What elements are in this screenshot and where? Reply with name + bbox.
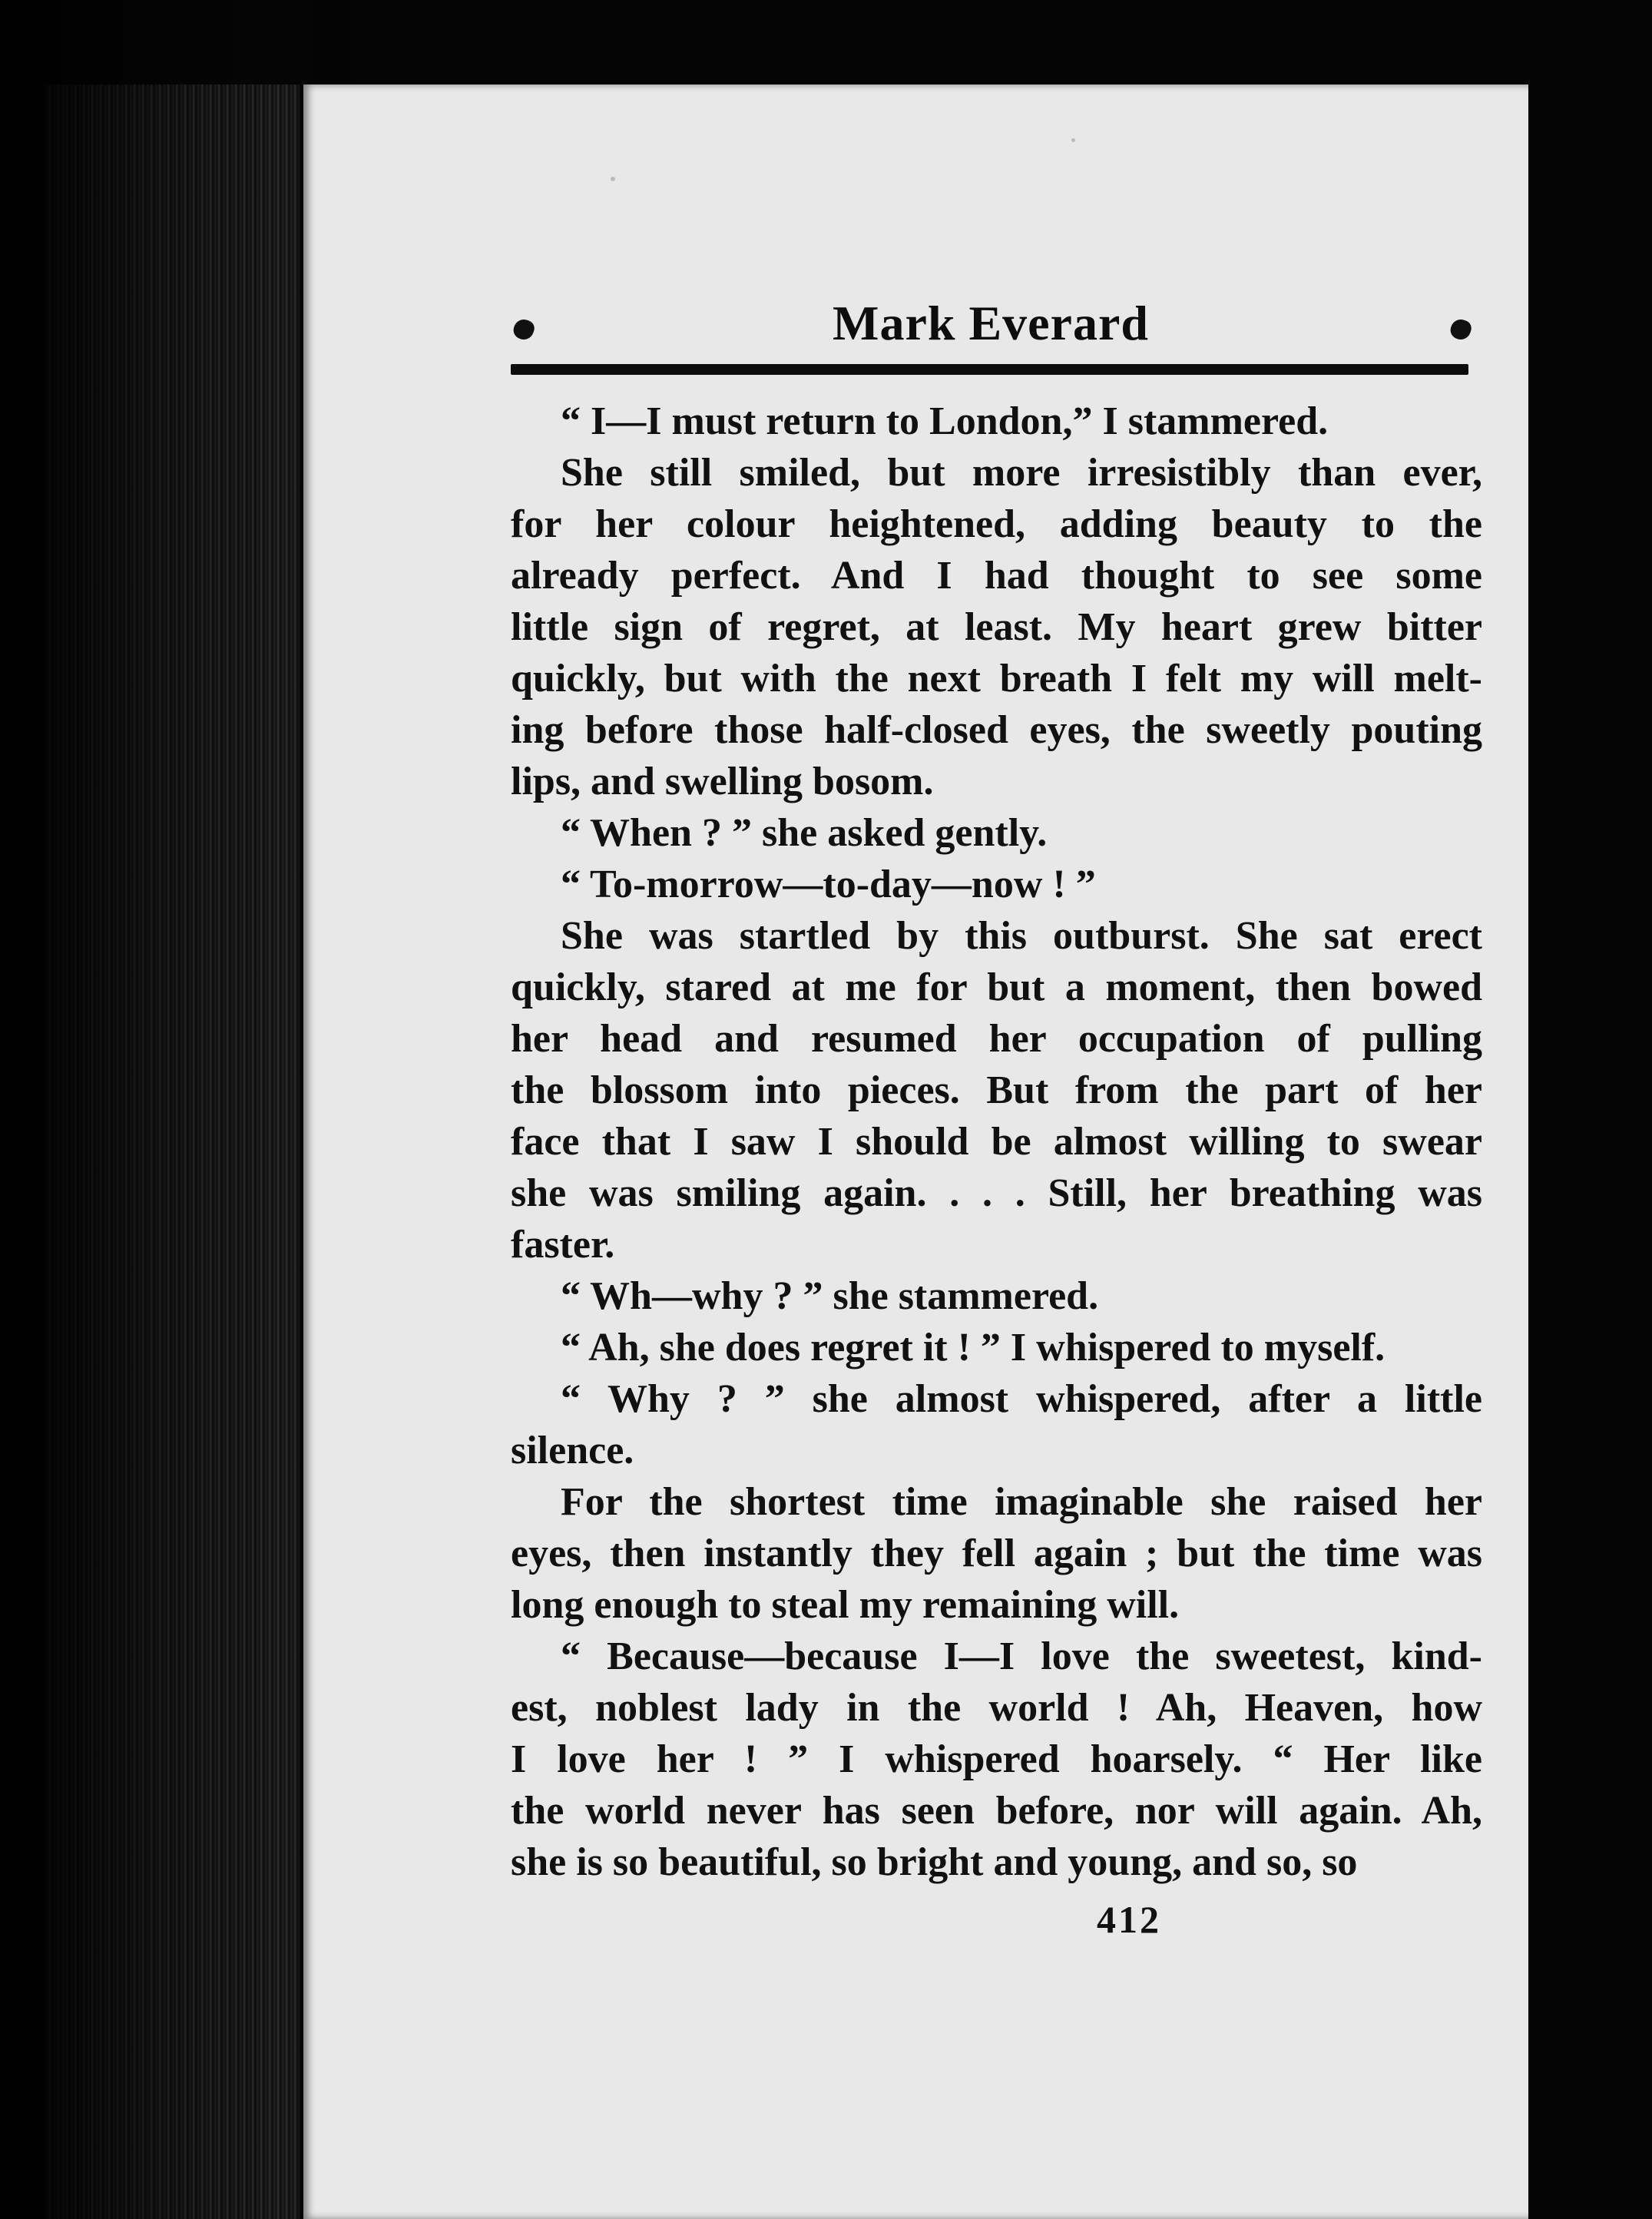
text-line: silence. [511,1429,634,1472]
paragraph [511,807,1482,859]
text-line: face that I saw I should be almost willing to swear [511,1120,1482,1164]
text-line: quickly, stared at me for but a moment, then bowed [511,965,1482,1009]
text-line: she was smiling again. . . . Still, her breathing was [511,1171,1482,1215]
text-line: little sign of regret, at least. My heart grew bitter [511,605,1482,649]
paper-speck [611,177,615,181]
paragraph [511,396,1482,447]
paragraph [511,1631,1482,1888]
text-line: she is so beautiful, so bright and young, and so, so [511,1840,1358,1884]
page-title: Mark Everard [833,296,1149,350]
running-head [511,292,1471,353]
text-line: eyes, then instantly they fell again ; but the time was [511,1532,1482,1575]
text-line: faster. [511,1223,615,1267]
text-line: “ When ? ” she asked gently. [561,811,1048,855]
text-line: quickly, but with the next breath I felt my will melt- [511,657,1482,700]
text-line: I love her ! ” I whispered hoarsely. “ Her like [511,1737,1482,1781]
text-line: long enough to steal my remaining will. [511,1583,1180,1627]
paragraph [511,859,1482,910]
text-line: “ To-morrow—to-day—now ! ” [561,863,1096,906]
text-line: She was startled by this outburst. She sat erect [561,914,1482,958]
header-rule [511,364,1468,375]
text-line: For the shortest time imaginable she raised her [561,1480,1482,1524]
page-edges-shadow [0,0,353,2219]
text-line: lips, and swelling bosom. [511,760,934,803]
paragraph [511,910,1482,1270]
text-line: already perfect. And I had thought to see some [511,554,1482,598]
paragraph [511,447,1482,807]
text-line: ing before those half-closed eyes, the sweetly pouting [511,708,1482,752]
text-line: for her colour heightened, adding beauty to the [511,502,1482,546]
text-line: “ Why ? ” she almost whispered, after a little [561,1377,1482,1421]
paragraph [511,1322,1482,1373]
text-line: the world never has seen before, nor will again. Ah, [511,1789,1482,1833]
paper-speck [1071,138,1075,142]
text-line: She still smiled, but more irresistibly than ever, [561,451,1482,495]
text-line: “ Wh—why ? ” she stammered. [561,1274,1099,1318]
paragraph [511,1476,1482,1631]
page-number: 412 [1097,1898,1161,1941]
scan-border [1528,77,1652,2219]
text-line: “ I—I must return to London,” I stammered. [561,399,1329,443]
body-text [511,396,1482,1888]
text-line: “ Ah, she does regret it ! ” I whispered to myself. [561,1326,1385,1369]
text-line: “ Because—because I—I love the sweetest, kind- [561,1634,1482,1678]
text-line: her head and resumed her occupation of pulling [511,1017,1482,1061]
paragraph [511,1373,1482,1476]
text-line: est, noblest lady in the world ! Ah, Heaven, how [511,1686,1482,1730]
text-line: the blossom into pieces. But from the part of her [511,1068,1482,1112]
paragraph [511,1270,1482,1322]
